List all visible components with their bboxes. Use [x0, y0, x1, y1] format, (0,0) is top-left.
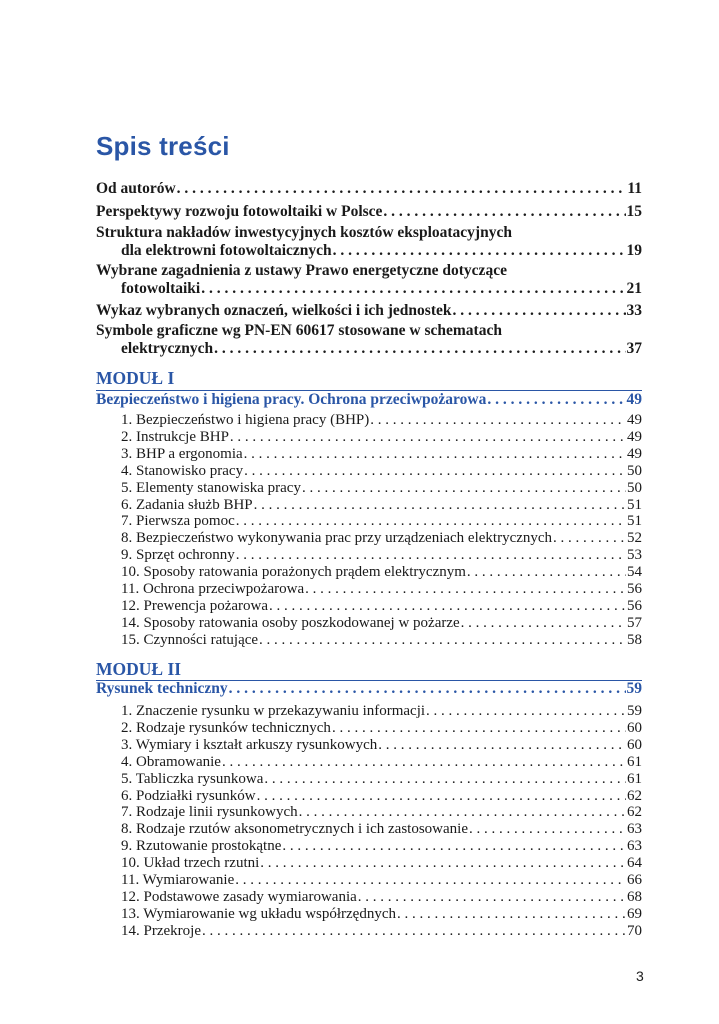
dot-leader	[305, 581, 626, 598]
toc-entry-page: 68	[627, 888, 642, 905]
toc-entry-page: 49	[627, 445, 642, 462]
toc-subentry[interactable]	[121, 788, 642, 805]
dot-leader	[259, 632, 626, 649]
toc-entry-page: 19	[626, 242, 642, 259]
toc-entry-page: 54	[627, 564, 642, 581]
toc-entry-page: 49	[627, 428, 642, 445]
toc-subentry[interactable]	[121, 838, 642, 855]
toc-entry-label: Rysunek techniczny	[96, 680, 228, 697]
dot-leader	[358, 889, 626, 906]
toc-entry-page: 61	[627, 753, 642, 770]
toc-entry-page: 70	[627, 922, 642, 939]
toc-entry-label: 1. Znaczenie rysunku w przekazywaniu informacji	[121, 703, 426, 719]
toc-subentry[interactable]	[121, 480, 642, 497]
toc-entry-label: 2. Instrukcje BHP	[121, 428, 229, 445]
toc-entry-page: 33	[626, 302, 642, 319]
toc-entry-label: 8. Rodzaje rzutów aksonometrycznych i ich zastosowanie	[121, 821, 468, 838]
dot-leader	[260, 855, 626, 872]
dot-leader	[299, 804, 626, 821]
toc-entry-label: 11. Ochrona przeciwpożarowa	[121, 581, 305, 597]
toc-entry-label: fotowoltaiki	[121, 280, 201, 297]
dot-leader	[487, 391, 625, 409]
module-heading: MODUŁ II	[96, 659, 182, 679]
toc-entry-label: 6. Zadania służb BHP	[121, 496, 253, 513]
page-number: 3	[636, 968, 644, 984]
toc-entry-label: 2. Rodzaje rysunków technicznych	[121, 719, 331, 736]
toc-entry-struktura-line1[interactable]: Struktura nakładów inwestycyjnych kosztów eksploatacyjnych	[96, 224, 512, 241]
toc-entry-page: 57	[627, 614, 642, 631]
toc-entry-page: 37	[626, 340, 642, 357]
dot-leader	[461, 615, 626, 632]
toc-entry-label: 9. Rzutowanie prostokątne	[121, 838, 282, 855]
toc-subentry[interactable]	[121, 598, 642, 615]
toc-entry-page: 52	[627, 530, 642, 547]
dot-leader	[467, 564, 626, 581]
toc-entry-page: 53	[627, 547, 642, 564]
toc-entry-page: 66	[627, 872, 642, 888]
dot-leader	[370, 412, 626, 429]
toc-entry-label: Bezpieczeństwo i higiena pracy. Ochrona przeciwpożarowa	[96, 391, 487, 408]
toc-entry-page: 69	[627, 905, 642, 922]
toc-entry-page: 60	[627, 736, 642, 753]
toc-subentry[interactable]	[121, 446, 642, 463]
toc-subentry[interactable]	[121, 632, 642, 649]
toc-subentry[interactable]	[121, 497, 642, 514]
toc-entry-label: 3. Wymiary i kształt arkuszy rysunkowych	[121, 736, 378, 753]
toc-entry-page: 21	[626, 280, 642, 297]
toc-entry-label: 13. Wymiarowanie wg układu współrzędnych	[121, 905, 397, 922]
toc-entry-symbole[interactable]	[121, 340, 642, 358]
toc-entry-page: 62	[627, 787, 642, 804]
toc-entry-label: 10. Układ trzech rzutni	[121, 855, 260, 872]
dot-leader	[264, 771, 626, 788]
toc-subentry[interactable]	[121, 855, 642, 872]
dot-leader	[453, 302, 626, 320]
dot-leader	[177, 180, 627, 198]
toc-subentry[interactable]	[121, 429, 642, 446]
dot-leader	[378, 737, 626, 754]
toc-entry-page: 50	[627, 479, 642, 496]
toc-entry-label: 12. Prewencja pożarowa	[121, 597, 269, 614]
toc-entry-label: 3. BHP a ergonomia	[121, 445, 243, 462]
toc-entry-label: 4. Stanowisko pracy	[121, 462, 244, 479]
toc-subentry[interactable]	[121, 547, 642, 564]
toc-entry-label: 14. Przekroje	[121, 922, 201, 939]
toc-entry-label: elektrycznych	[121, 340, 214, 357]
dot-leader	[383, 203, 625, 221]
toc-subentry[interactable]	[121, 872, 642, 889]
toc-entry-page: 51	[627, 513, 642, 530]
dot-leader	[254, 497, 626, 514]
toc-entry-od-autorow[interactable]	[96, 180, 642, 198]
dot-leader	[230, 429, 626, 446]
toc-entry-page: 49	[627, 412, 642, 428]
toc-entry-perspektywy[interactable]	[96, 203, 642, 221]
dot-leader	[302, 480, 626, 497]
toc-entry-label: Od autorów	[96, 180, 176, 197]
toc-subentry[interactable]	[121, 889, 642, 906]
toc-subentry[interactable]	[121, 804, 642, 821]
toc-subentry[interactable]	[121, 412, 642, 429]
toc-entry-label: 7. Pierwsza pomoc	[121, 513, 235, 530]
dot-leader	[257, 788, 626, 805]
dot-leader	[236, 547, 626, 564]
dot-leader	[269, 598, 626, 615]
toc-entry-page: 15	[626, 203, 642, 220]
toc-subentry[interactable]	[121, 821, 642, 838]
dot-leader	[426, 703, 626, 720]
toc-entry-prawo-line1[interactable]: Wybrane zagadnienia z ustawy Prawo energetyczne dotyczące	[96, 262, 507, 279]
dot-leader	[236, 513, 626, 530]
toc-entry-label: 6. Podziałki rysunków	[121, 787, 256, 804]
toc-entry-prawo[interactable]	[121, 280, 642, 298]
toc-entry-label: 1. Bezpieczeństwo i higiena pracy (BHP)	[121, 412, 370, 428]
toc-subentry[interactable]	[121, 754, 642, 771]
toc-entry-label: 11. Wymiarowanie	[121, 872, 235, 888]
toc-subentry[interactable]	[121, 463, 642, 480]
toc-entry-label: 14. Sposoby ratowania osoby poszkodowanej w pożarze	[121, 614, 460, 631]
dot-leader	[469, 821, 626, 838]
dot-leader	[244, 463, 626, 480]
toc-entry-page: 56	[627, 597, 642, 614]
toc-subentry[interactable]	[121, 615, 642, 632]
toc-subentry[interactable]	[121, 720, 642, 737]
toc-entry-page: 64	[627, 855, 642, 872]
toc-entry-page: 61	[627, 770, 642, 787]
toc-entry-label: 7. Rodzaje linii rysunkowych	[121, 804, 298, 821]
toc-entry-label: 15. Czynności ratujące	[121, 631, 259, 648]
dot-leader	[333, 242, 626, 260]
toc-subentry[interactable]	[121, 923, 642, 940]
dot-leader	[282, 838, 626, 855]
toc-entry-symbole-line1[interactable]: Symbole graficzne wg PN-EN 60617 stosowane w schematach	[96, 322, 502, 339]
module-heading: MODUŁ I	[96, 368, 175, 388]
toc-entry-page: 56	[627, 581, 642, 597]
toc-entry-page: 58	[627, 631, 642, 648]
toc-entry-page: 60	[627, 719, 642, 736]
dot-leader	[332, 720, 626, 737]
dot-leader	[244, 446, 626, 463]
toc-subentry[interactable]	[121, 564, 642, 581]
toc-subentry[interactable]	[121, 530, 642, 547]
toc-entry-wykaz[interactable]	[96, 302, 642, 320]
toc-entry-page: 49	[626, 391, 642, 408]
toc-entry-label: 5. Elementy stanowiska pracy	[121, 479, 301, 496]
dot-leader	[235, 872, 626, 889]
toc-entry-struktura[interactable]	[121, 242, 642, 260]
toc-subentry[interactable]	[121, 906, 642, 923]
toc-entry-label: Perspektywy rozwoju fotowoltaiki w Polsce	[96, 203, 383, 220]
toc-subentry[interactable]	[121, 581, 642, 598]
toc-entry-label: 8. Bezpieczeństwo wykonywania prac przy urządzeniach elektrycznych	[121, 530, 553, 547]
toc-entry-label: Wykaz wybranych oznaczeń, wielkości i ich jednostek	[96, 302, 452, 319]
dot-leader	[553, 530, 626, 547]
toc-entry-label: 9. Sprzęt ochronny	[121, 547, 235, 564]
dot-leader	[202, 923, 626, 940]
toc-subentry[interactable]	[121, 513, 642, 530]
toc-entry-page: 51	[627, 496, 642, 513]
module-section-entry[interactable]	[96, 680, 642, 698]
module-section-entry[interactable]	[96, 391, 642, 409]
toc-subentry[interactable]	[121, 737, 642, 754]
toc-entry-page: 63	[627, 821, 642, 838]
toc-subentry[interactable]	[121, 771, 642, 788]
dot-leader	[229, 680, 626, 698]
dot-leader	[397, 906, 626, 923]
dot-leader	[214, 340, 625, 358]
page-title: Spis treści	[96, 131, 230, 161]
toc-entry-label: 4. Obramowanie	[121, 753, 221, 770]
toc-entry-label: dla elektrowni fotowoltaicznych	[121, 242, 332, 259]
dot-leader	[222, 754, 626, 771]
toc-entry-label: 5. Tabliczka rysunkowa	[121, 770, 264, 787]
toc-entry-label: 10. Sposoby ratowania porażonych prądem elektrycznym	[121, 564, 466, 581]
toc-entry-page: 62	[627, 804, 642, 821]
toc-subentry[interactable]	[121, 703, 642, 720]
toc-entry-label: 12. Podstawowe zasady wymiarowania	[121, 888, 357, 905]
toc-entry-page: 11	[627, 180, 642, 197]
dot-leader	[201, 280, 625, 298]
toc-entry-page: 59	[627, 703, 642, 719]
toc-entry-page: 59	[626, 680, 642, 697]
toc-entry-page: 63	[627, 838, 642, 855]
toc-entry-page: 50	[627, 462, 642, 479]
